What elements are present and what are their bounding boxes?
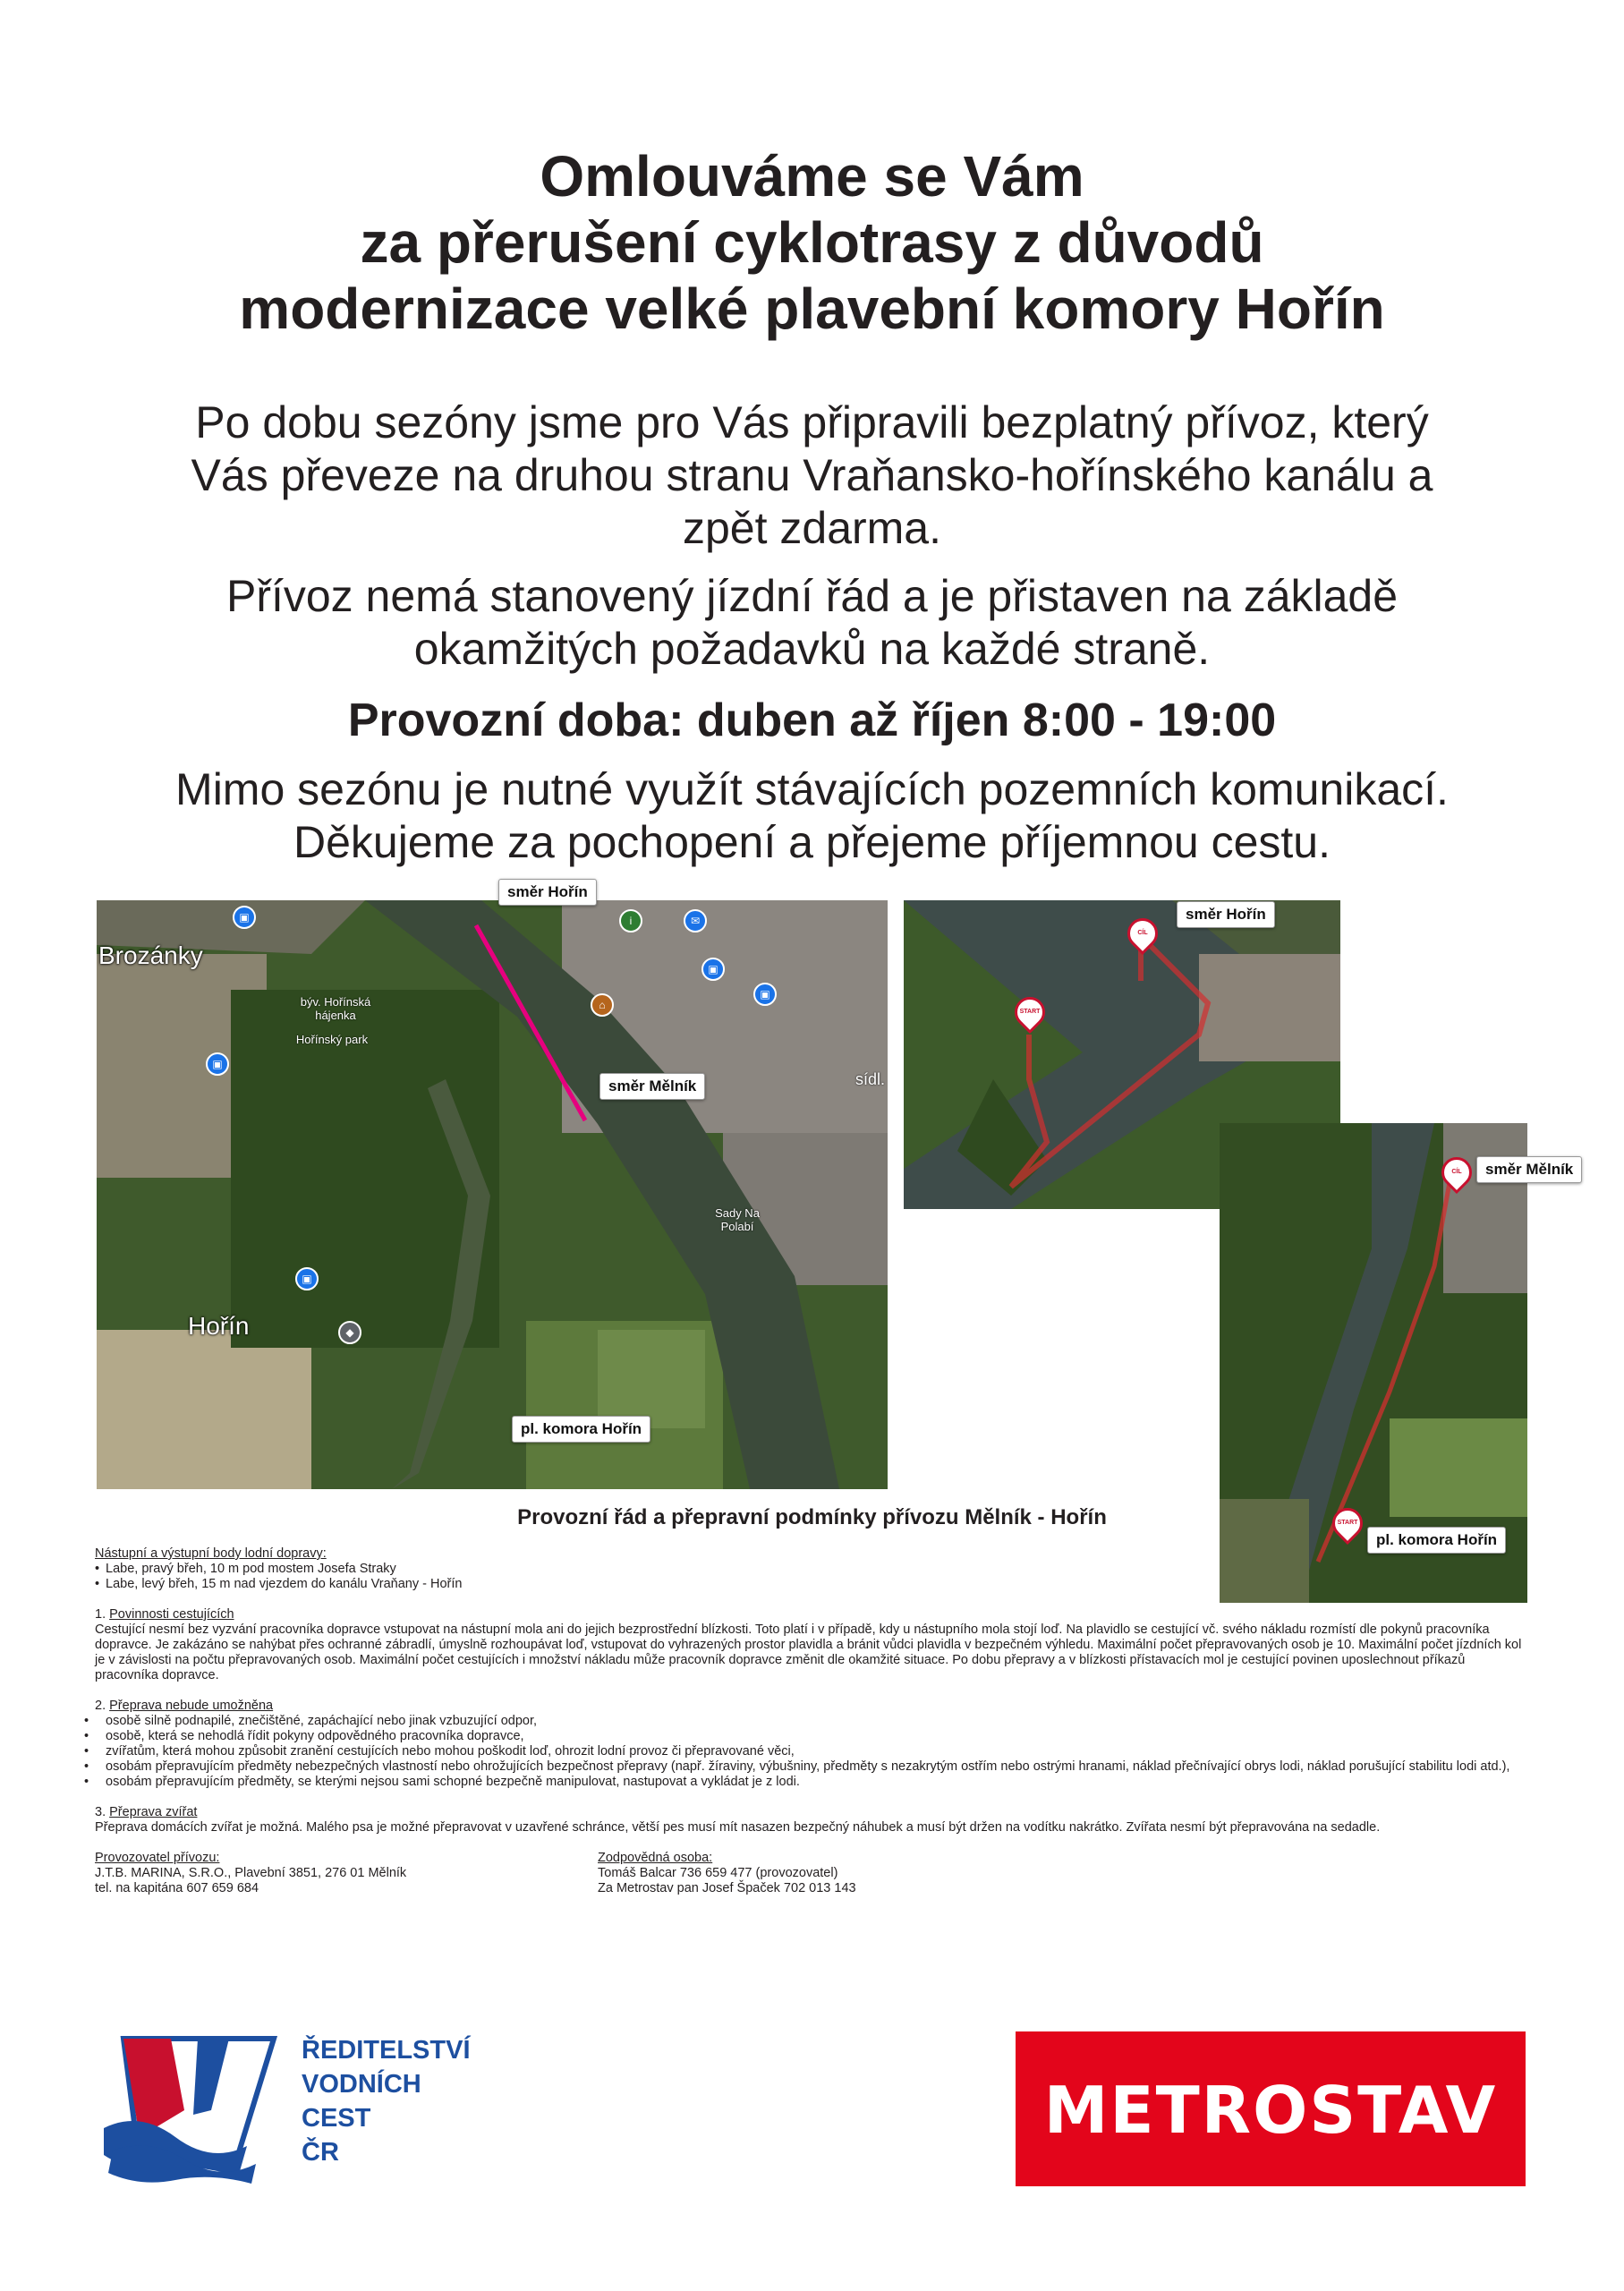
map-label-sady: Sady Na Polabí (715, 1206, 760, 1233)
heading-line-2: za přerušení cyklotrasy z důvodů (360, 210, 1264, 275)
map-label-hajenka: býv. Hořínská hájenka (300, 995, 371, 1022)
intro-line-1: Po dobu sezóny jsme pro Vás připravili bezplatný přívoz, který (195, 397, 1429, 447)
callout-smer-horin: směr Hořín (498, 879, 597, 906)
main-heading (0, 143, 1624, 342)
operator-heading: Provozovatel přívozu: (95, 1851, 220, 1865)
heading-line-1: Omlouváme se Vám (540, 144, 1084, 209)
stop-item: • Labe, pravý břeh, 10 m pod mostem Josefa Straky (95, 1562, 596, 1577)
metrostav-wordmark: METROSTAV (1043, 2073, 1498, 2148)
shield-icon: ◆ (338, 1321, 361, 1344)
operator-line: tel. na kapitána 607 659 684 (95, 1881, 259, 1895)
responsible-line: Tomáš Balcar 736 659 477 (provozovatel) (598, 1866, 838, 1880)
closing-line-2: Děkujeme za pochopení a přejeme příjemnou cestu. (293, 817, 1331, 867)
section-2-heading: Přeprava nebude umožněna (109, 1699, 274, 1713)
main-map (97, 900, 888, 1489)
metrostav-logo (1016, 2031, 1526, 2186)
finish-pin-icon: CÍL (1121, 912, 1164, 955)
bus-stop-icon: ▣ (753, 983, 777, 1006)
section-2-item: • zvířatům, která mohou způsobit zranění cestujících nebo mohou poškodit loď, ohrozit lodní provoz či přepravované věci, (95, 1744, 1526, 1759)
bus-stop-icon: ▣ (233, 906, 256, 929)
section-3-text: Přeprava domácích zvířat je možná. Malého psa je možné přepravovat v uzavřené schránce, větší pes musí mít nasazen bezpečný náhubek a musí být držen na vodítku nakrátko. Zvířata nesmí být přepravována na sedadle. (95, 1820, 1381, 1835)
intro-line-3: zpět zdarma. (682, 503, 941, 553)
rvc-line: CEST (302, 2104, 371, 2133)
rvc-logo (104, 2030, 283, 2191)
section-3-heading: Přeprava zvířat (109, 1805, 198, 1819)
map-label-brozanky: Brozánky (98, 941, 203, 969)
stops-section (95, 1546, 596, 1592)
callout-bottom-right-pl-komora: pl. komora Hořín (1367, 1527, 1506, 1554)
rvc-line: ŘEDITELSTVÍ (302, 2036, 471, 2065)
bus-stop-icon: ▣ (295, 1267, 319, 1290)
intro-line-2: Vás převeze na druhou stranu Vraňansko-hořínského kanálu a (191, 450, 1433, 500)
stop-item: • Labe, levý břeh, 15 m nad vjezdem do kanálu Vraňany - Hořín (95, 1577, 596, 1592)
callout-top-right-smer-horin: směr Hořín (1177, 901, 1275, 928)
schedule-line-1: Přívoz nemá stanovený jízdní řád a je přistaven na základě (225, 571, 1399, 621)
rules-title: Provozní řád a přepravní podmínky přívozu Mělník - Hořín (517, 1505, 1107, 1529)
callout-pl-komora: pl. komora Hořín (512, 1416, 650, 1443)
heading-line-3: modernizace velké plavební komory Hořín (239, 277, 1385, 341)
contacts (95, 1851, 1526, 1904)
section-2-item: • osobám přepravujícím předměty nebezpečných vlastností nebo ohrožujících bezpečnost přepravy (např. žíraviny, výbušniny, předměty s nezakrytým ostřím nebo ostrými hranami, náklad přečnívající obrys lodi, náklad porušující stabilitu lodi atd.), (95, 1759, 1526, 1775)
rvc-name (302, 2033, 471, 2169)
responsible-heading: Zodpovědná osoba: (598, 1851, 713, 1865)
section-1-number: 1. (95, 1607, 106, 1622)
section-3 (95, 1805, 1526, 1835)
bus-stop-icon: ▣ (701, 958, 725, 981)
rvc-line: ČR (302, 2138, 339, 2167)
responsible-block (598, 1851, 1045, 1896)
section-2-number: 2. (95, 1699, 106, 1713)
intro-paragraph (0, 396, 1624, 555)
callout-smer-melnik: směr Mělník (599, 1073, 705, 1100)
map-label-park: Hořínský park (295, 1033, 369, 1046)
rvc-line: VODNÍCH (302, 2070, 421, 2099)
start-pin-icon: START (1326, 1502, 1369, 1545)
finish-pin-icon: CÍL (1435, 1151, 1478, 1194)
section-2-item: • osobám přepravujícím předměty, se kterými nejsou sami schopné bezpečně manipulovat, nastupovat a vykládat je z lodi. (95, 1775, 1526, 1790)
map-label-horin: Hořín (188, 1312, 250, 1340)
responsible-line: Za Metrostav pan Josef Špaček 702 013 143 (598, 1881, 856, 1895)
museum-icon: ⌂ (591, 993, 614, 1017)
schedule-paragraph (0, 570, 1624, 676)
section-2 (95, 1699, 1526, 1790)
section-1 (95, 1607, 1526, 1683)
section-3-number: 3. (95, 1805, 106, 1819)
bus-stop-icon: ▣ (206, 1052, 229, 1076)
closing-paragraph (0, 763, 1624, 869)
callout-bottom-right-smer-melnik: směr Mělník (1476, 1156, 1582, 1183)
map-label-sidl: sídl. (855, 1070, 886, 1088)
closing-line-1: Mimo sezónu je nutné využít stávajících pozemních komunikací. (175, 764, 1449, 814)
section-2-item: • osobě, která se nehodlá řídit pokyny odpovědného pracovníka dopravce, (95, 1729, 1526, 1744)
section-2-item: • osobě silně podnapilé, znečištěné, zapáchající nebo jinak vzbuzující odpor, (95, 1714, 1526, 1729)
operator-block (95, 1851, 578, 1896)
operator-line: J.T.B. MARINA, S.R.O., Plavební 3851, 276 01 Mělník (95, 1866, 407, 1880)
section-1-heading: Povinnosti cestujících (109, 1607, 234, 1622)
schedule-line-2: okamžitých požadavků na každé straně. (413, 624, 1211, 674)
mail-icon: ✉ (684, 909, 707, 933)
start-pin-icon: START (1008, 991, 1051, 1034)
rules-text (95, 1546, 1526, 1904)
operating-hours: Provozní doba: duben až říjen 8:00 - 19:00 (347, 694, 1277, 746)
info-icon: i (619, 909, 642, 933)
section-1-text: Cestující nesmí bez vyzvání pracovníka dopravce vstupovat na nástupní mola ani do jejich bezprostřední blízkosti. Toto platí i v případě, kdy u nástupního mola stojí loď. Na plavidlo se cestující vč. svého nákladu rozmístí dle pokynů pracovníka dopravce. Je zakázáno se nahýbat přes ochranné zábradlí, úmyslně rozhoupávat loď, vstupovat do vyhrazených prostor plavidla a bránit vůdci plavidla v bezpečném výhledu. Maximální počet přepravovaných osob je 10. Maximální počet jízdních kol je v závislosti na počtu přepravovaných osob. Maximální počet cestujících i množství nákladu může pracovník dopravce změnit dle okamžité situace. Po dobu přepravy a v blízkosti přístavacích mol je cestující povinen uposlechnout příkazů pracovníka dopravce. (95, 1622, 1522, 1682)
rvc-emblem-icon (104, 2030, 283, 2186)
stops-heading: Nástupní a výstupní body lodní dopravy: (95, 1546, 327, 1561)
